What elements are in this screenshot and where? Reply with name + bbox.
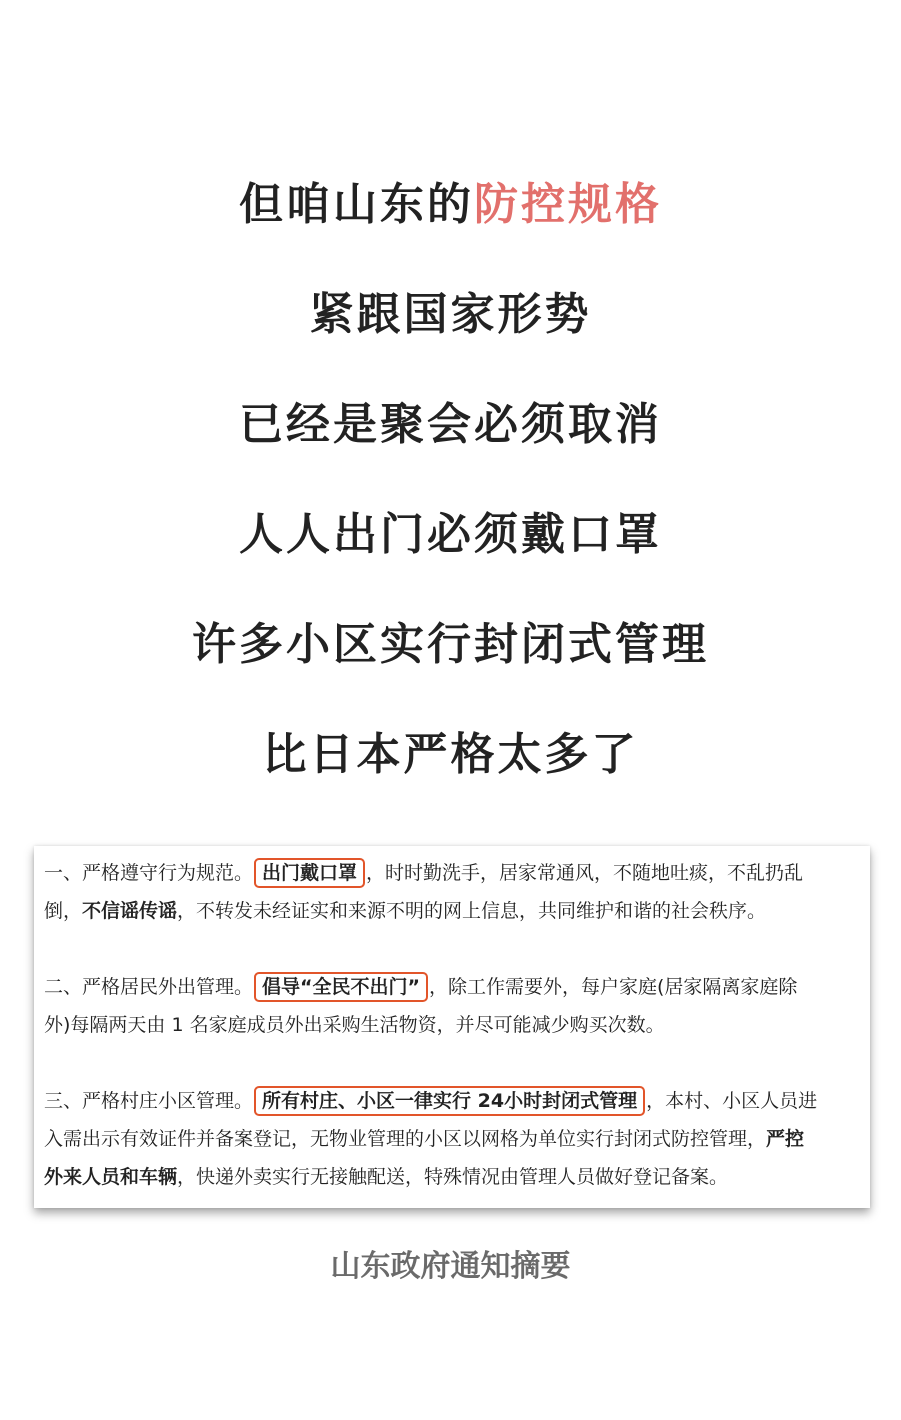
headline-3: 已经是聚会必须取消 <box>239 399 662 450</box>
p3-rest-1: ，本村、小区人员进 <box>646 1090 818 1112</box>
p1-prefix: 一、严格遵守行为规范。 <box>44 862 254 884</box>
notice-paragraph-3-line-3 <box>44 1158 862 1196</box>
p3-line2-bold: 严控 <box>766 1128 805 1150</box>
headline-4: 人人出门必须戴口罩 <box>239 509 662 560</box>
image-caption: 山东政府通知摘要 <box>330 1249 571 1284</box>
headline-1-text: 但咱山东的 <box>239 179 474 230</box>
p1-rest-2: ，不转发未经证实和来源不明的网上信息，共同维护和谐的社会秩序。 <box>177 900 767 922</box>
p3-prefix: 三、严格村庄小区管理。 <box>44 1090 254 1112</box>
notice-paragraph-3-line-1 <box>44 1082 862 1120</box>
headline-6: 比日本严格太多了 <box>262 729 639 780</box>
notice-paragraph-2-line-1 <box>44 968 862 1006</box>
p1-line2-start: 倒， <box>44 900 83 922</box>
p2-rest-1: ，除工作需要外，每户家庭(居家隔离家庭除 <box>429 976 798 998</box>
headline-1-accent: 防控规格 <box>474 179 662 230</box>
p2-prefix: 二、严格居民外出管理。 <box>44 976 254 998</box>
p3-line3-rest: ，快递外卖实行无接触配送，特殊情况由管理人员做好登记备案。 <box>177 1166 729 1188</box>
notice-paragraph-1-line-2 <box>44 892 862 930</box>
p1-highlight-box: 出门戴口罩 <box>254 858 365 888</box>
p1-bold: 不信谣传谣 <box>82 900 178 922</box>
p2-highlight-box: 倡导“全民不出门” <box>254 972 428 1002</box>
notice-excerpt-card <box>34 846 870 1208</box>
notice-paragraph-3-line-2 <box>44 1120 862 1158</box>
p3-highlight-box: 所有村庄、小区一律实行 24小时封闭式管理 <box>254 1086 645 1116</box>
notice-paragraph-2 <box>44 968 862 1044</box>
p3-line3-bold: 外来人员和车辆 <box>44 1166 178 1188</box>
headline-1 <box>0 175 901 235</box>
notice-paragraph-1-line-1 <box>44 854 862 892</box>
notice-paragraph-2-line-2: 外)每隔两天由 1 名家庭成员外出采购生活物资，并尽可能减少购买次数。 <box>44 1014 665 1036</box>
notice-paragraph-3 <box>44 1082 862 1196</box>
p3-line2-text: 入需出示有效证件并备案登记，无物业管理的小区以网格为单位实行封闭式防控管理， <box>44 1128 767 1150</box>
p1-rest-1: ，时时勤洗手，居家常通风，不随地吐痰，不乱扔乱 <box>366 862 804 884</box>
notice-paragraph-1 <box>44 854 862 930</box>
headline-2: 紧跟国家形势 <box>309 289 592 340</box>
headline-5: 许多小区实行封闭式管理 <box>192 619 709 670</box>
